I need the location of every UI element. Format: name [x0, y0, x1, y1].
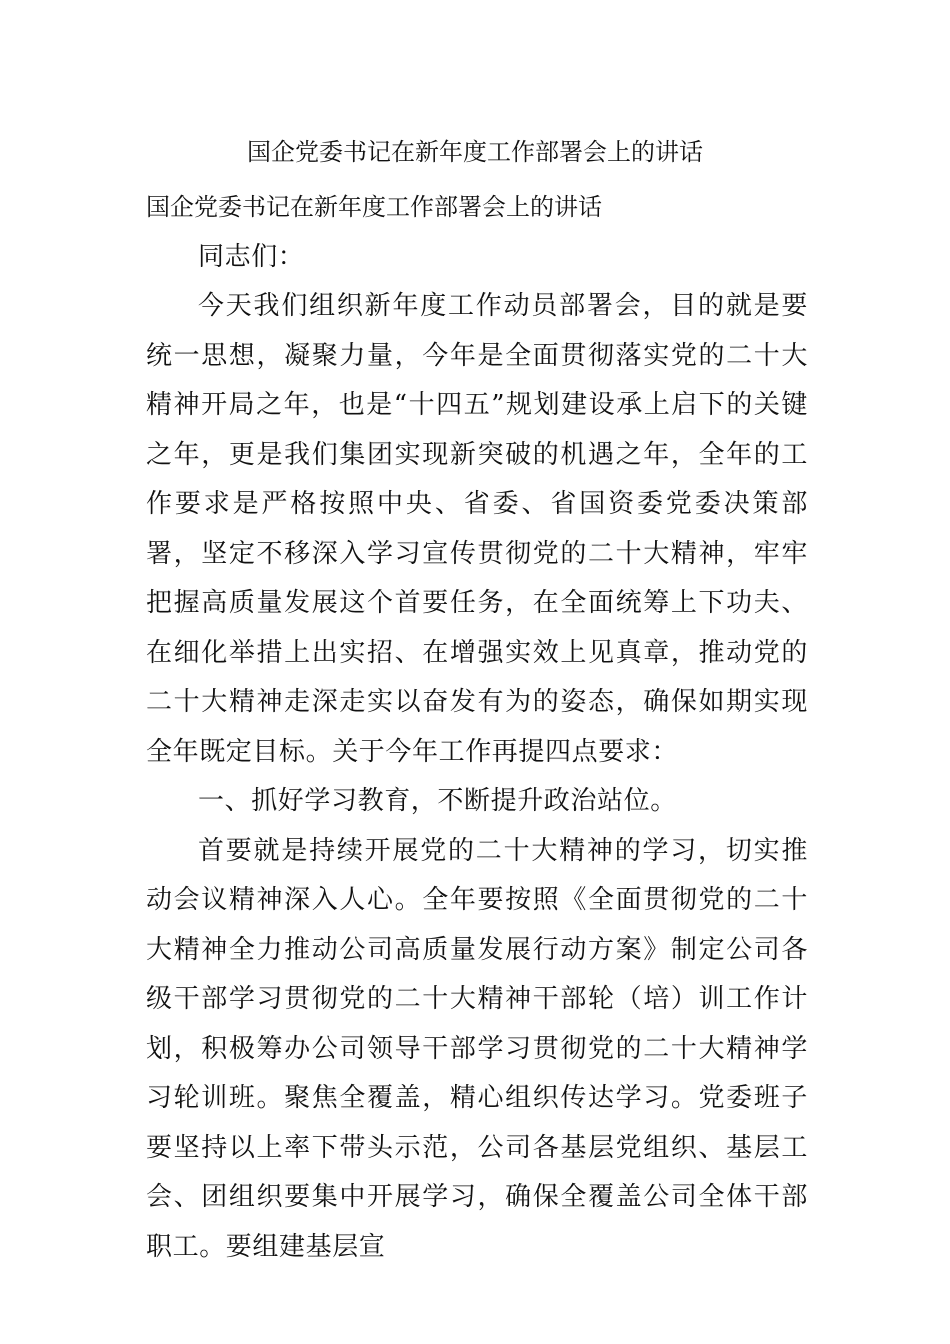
- salutation: 同志们：: [198, 241, 305, 272]
- paragraph-section-1: 首要就是持续开展党的二十大精神的学习，切实推动会议精神深入人心。全年要按照《全面贯彻党的二十大精神全力推动公司高质量发展行动方案》制定公司各级干部学习贯彻党的二十大精神干部轮（培）训工作计划，积极筹办公司领导干部学习贯彻党的二十大精神学习轮训班。聚焦全覆盖，精心组织传达学习。党委班子要坚持以上率下带头示范，公司各基层党组织、基层工会、团组织要集中开展学习，确保全覆盖公司全体干部职工。要组建基层宣: [146, 835, 808, 1262]
- document-subtitle: 国企党委书记在新年度工作部署会上的讲话: [146, 193, 602, 221]
- document-title: 国企党委书记在新年度工作部署会上的讲话: [247, 138, 703, 166]
- paragraph-intro: 今天我们组织新年度工作动员部署会，目的就是要统一思想，凝聚力量，今年是全面贯彻落实党的二十大精神开局之年，也是“十四五”规划建设承上启下的关键之年，更是我们集团实现新突破的机遇之年，全年的工作要求是严格按照中央、省委、省国资委党委决策部署，坚定不移深入学习宣传贯彻党的二十大精神，牢牢把握高质量发展这个首要任务，在全面统筹上下功夫、在细化举措上出实招、在增强实效上见真章，推动党的二十大精神走深走实以奋发有为的姿态，确保如期实现全年既定目标。关于今年工作再提四点要求：: [146, 291, 808, 767]
- document-body: [146, 183, 808, 1272]
- section-heading-1: 一、抓好学习教育，不断提升政治站位。: [198, 786, 677, 816]
